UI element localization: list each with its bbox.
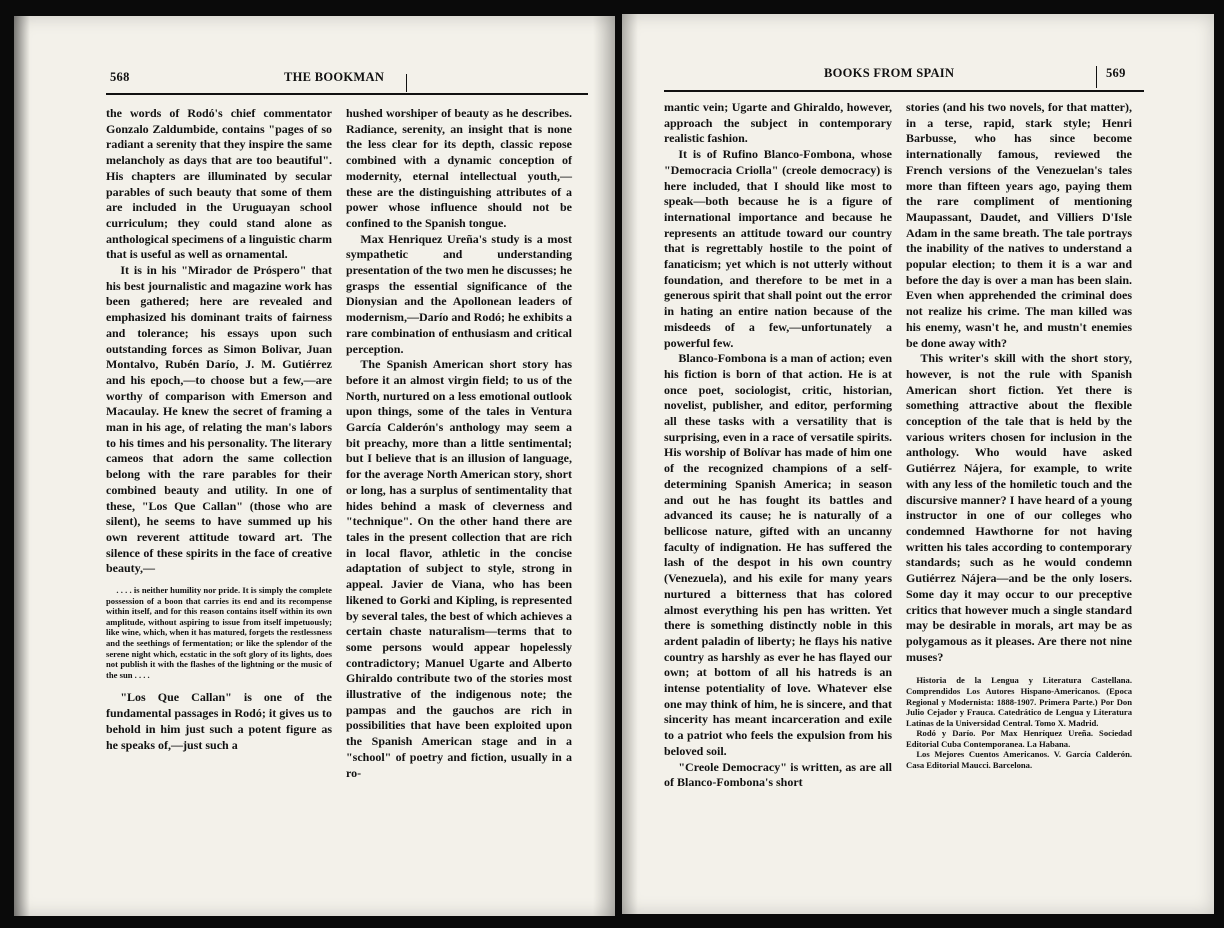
right-page: [622, 14, 1214, 914]
paragraph: the words of Rodó's chief commentator Gonzalo Zaldumbide, contains "pages of so radiant a serenity that they inspire the same melancholy as days that are too beautiful". His chapters are illuminated by secular parables of such beauty that some of them are included in the Uruguayan school curriculum; they could stand alone as anthological specimens of a linguistic charm that is useful as well as ornamental.: [106, 106, 332, 262]
paragraph: "Creole Democracy" is written, as are all of Blanco-Fombona's short: [664, 759, 892, 790]
running-head: THE BOOKMAN: [284, 70, 385, 84]
page-number: 568: [110, 70, 130, 84]
page-edge-shadow: [14, 16, 30, 916]
paragraph: hushed worshiper of beauty as he describes. Radiance, serenity, an insight that is none the less clear for its depth, classic repose combined with a dynamic conception of modernity, eternal intellectual youth,—these are the distinguishing attributes of a power whose influence should not be confined to the Spanish tongue.: [346, 106, 572, 230]
paragraph: This writer's skill with the short story, however, is not the rule with Spanish American short fiction. Yet there is something attractive about the flexible conception of the tale that is held by the various writers chosen for inclusion in the anthology. Who would have asked Gutiérrez Nájera, for example, to write with any less of the homiletic touch and the discursive manner? I have heard of a young instructor in one of our colleges who condemned Hawthorne for not having written his tales according to contemporary standards; such as he would condemn Gutiérrez Nájera—and be the only losers. Some day it may occur to our preceptive critics that however much a single standard may be desirable in morals, art may be as polygamous as it pleases. Are there not nine muses?: [906, 351, 1132, 664]
paragraph: Blanco-Fombona is a man of action; even his fiction is born of that action. He is at once poet, sociologist, critic, historian, novelist, publisher, and editor, performing all these tasks with a versatility that is surprising, even in a race of versatile spirits. His worship of Bolívar has made of him one of the recognized champions of a self-determining Spanish America; in season and out he has fought its battles and advanced its cause; he is naturally of a bellicose nature, gifted with an uncanny faculty of indignation. He has suffered the lash of the despot in his own country (Venezuela), and his exile for many years nurtured a bitterness that has colored almost everything his pen has written. Yet there is something distinctly noble in this ardent paladin of liberty; he flays his native country as harshly as ever he has flayed our own; at bottom of all his hatreds is an intense potentiality of love. Whatever else one may think of him, he is sincere, and that sincerity has meant incarceration and exile to a patriot who feels the expulsion from his beloved soil.: [664, 351, 892, 758]
gutter-shadow: [593, 16, 615, 916]
paragraph: mantic vein; Ugarte and Ghiraldo, however, approach the subject in contemporary realistic fashion.: [664, 100, 892, 146]
block-quote: . . . . is neither humility nor pride. It is simply the complete possession of a boon that carries its end and its recompense within itself, and for this reason contains itself within its own amplitude, without aspiring to issue from itself impetuously; like wine, which, when it has matured, forgets the restlessness and the seethings of fermentation; or like the splendor of the serene night which, ecstatic in the soft glory of its lights, does not publish it with the flashes of the lightning or the music of the sun . . . .: [106, 585, 332, 680]
paragraph: The Spanish American short story has before it an almost virgin field; to us of the North, nurtured on a less emotional outlook upon things, some of the tales in Ventura García Calderón's anthology may seem a bit preachy, more than a little sentimental; but I believe that is an illusion of language, for the average North American story, short or long, has a surplus of sentimentality that hides behind a mask of cleverness and "technique". On the other hand there are tales in the present collection that are rich in local flavor, athletic in the concise adaptation of subject to style, strong in appeal. Javier de Viana, who has been likened to Gorki and Kipling, is represented by several tales, the best of which achieves a certain chaste naturalism—terms that to some persons would appear hopelessly contradictory; Manuel Ugarte and Alberto Ghiraldo contribute two of the stories most illustrative of the indigenous note; the pampas and the gauchos are rich in possibilities that have been exploited upon the Spanish American stage and in a "school" of poetry and fiction, usually in a ro-: [346, 357, 572, 780]
bibliography-entry: Los Mejores Cuentos Americanos. V. García Calderón. Casa Editorial Maucci. Barcelona.: [906, 749, 1132, 771]
header-rule: [106, 93, 588, 95]
header-divider: [1096, 66, 1097, 88]
paragraph: It is in his "Mirador de Próspero" that his best journalistic and magazine work has been gathered; here are revealed and emphasized his dominant traits of fairness and tolerance; his essays upon such outstanding forces as Simon Bolivar, Juan Montalvo, Rubén Darío, J. M. Gutiérrez and his epoch,—to choose but a few,—are worthy of comparison with Emerson and Macaulay. He knew the secret of framing a man in his age, of relating the man's labors to his times and his personality. The literary cameos that adorn the same collection belong with the rare parables for their combined beauty and utility. In one of these, "Los Que Callan" (those who are silent), he seems to have summed up his own reverent attitude toward art. The silence of these spirits in the face of creative beauty,—: [106, 263, 332, 576]
bibliography-entry: Rodó y Darío. Por Max Henríquez Ureña. Sociedad Editorial Cuba Contemporanea. La Habana.: [906, 728, 1132, 749]
paragraph: "Los Que Callan" is one of the fundamental passages in Rodó; it gives us to behold in him just such a potent figure as he speaks of,—just such a: [106, 690, 332, 752]
header-rule: [664, 90, 1144, 92]
gutter-shadow: [622, 14, 638, 914]
left-column-2: [346, 106, 572, 781]
paragraph: It is of Rufino Blanco-Fombona, whose "Democracia Criolla" (creole democracy) is here included, that I should like most to speak—both because he is a figure of international importance and because he represents an attitude toward our country that is regrettably hostile to the point of fanaticism; yet which is not utterly without foundation, and therefore to be met in a generous spirit that shall point out the error in hating an entire nation because of the misdeeds of a few,—unfortunately a powerful few.: [664, 147, 892, 350]
page-number: 569: [1106, 66, 1126, 80]
right-column-1: [664, 100, 892, 791]
left-column-1: [106, 106, 332, 753]
bibliography-entry: Historia de la Lengua y Literatura Castellana. Comprendidos Los Autores Hispano-Americanos. (Epoca Regional y Modernista: 1888-1907. Primera Parte.) Por Don Julio Cejador y Frauca. Catedrático de Lengua y Literatura Latinas de la Universidad Central. Tomo X. Madrid.: [906, 675, 1132, 728]
paragraph: Max Henriquez Ureña's study is a most sympathetic and understanding presentation of the two men he discusses; he grasps the essential significance of the Dionysian and the Apollonean leaders of modernism,—Darío and Rodó; he exhibits a rare combination of enthusiasm and critical perception.: [346, 231, 573, 356]
left-page: [14, 16, 615, 916]
paragraph: stories (and his two novels, for that matter), in a terse, rapid, stark style; Henri Barbusse, who has since become internationally famous, reviewed the French versions of the Venezuelan's tales more than fifteen years ago, paying them the rare compliment of mentioning Maupassant, Daudet, and Villiers D'Isle Adam in the same breath. The tale portrays the inability of the natives to understand a popular election; to them it is a war and before the day is over a man has been slain. Even when apprehended the criminal does not realize his crime. The man killed was his enemy, wasn't he, and mustn't enemies be done away with?: [906, 100, 1132, 350]
header-divider: [406, 74, 407, 92]
right-column-2: [906, 100, 1132, 771]
running-head: BOOKS FROM SPAIN: [824, 66, 955, 80]
